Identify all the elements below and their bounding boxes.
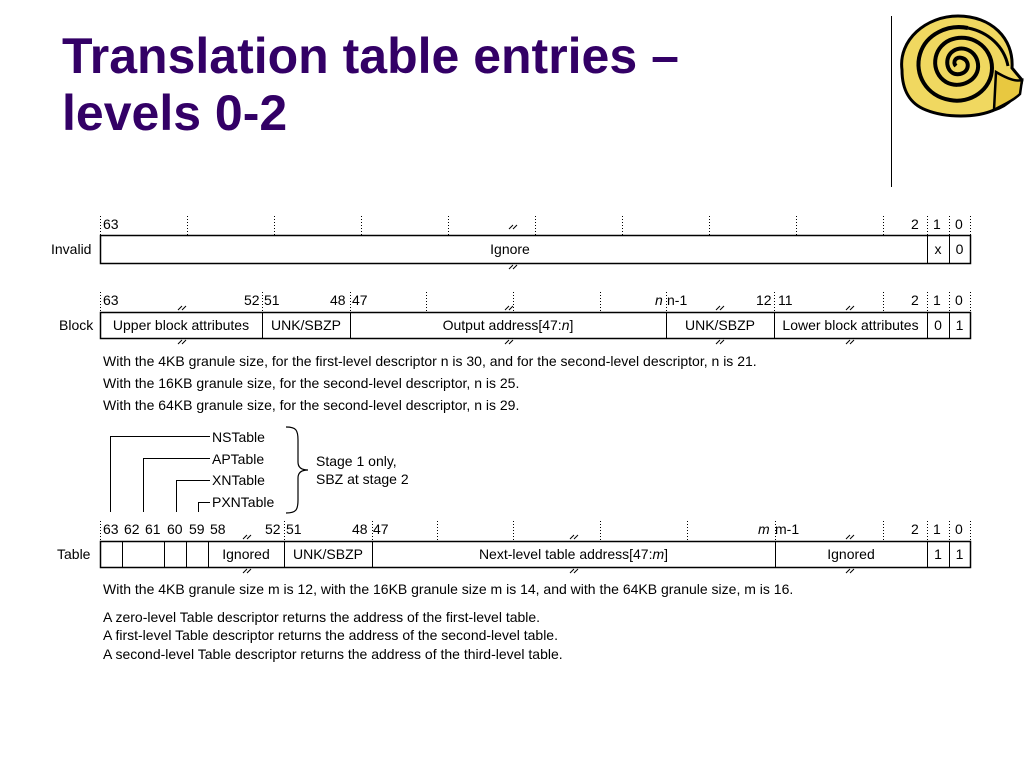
break-marks	[178, 225, 854, 573]
block-field-unk-sbzp-2: UNK/SBZP	[684, 317, 755, 333]
table-bit-m: m	[758, 521, 770, 537]
table-field-next-level-address: Next-level table address[47:m]	[478, 546, 669, 562]
block-register-box	[101, 313, 971, 339]
invalid-field-x: x	[934, 241, 942, 257]
xntable-label: XNTable	[212, 472, 265, 488]
block-field-lower-attributes: Lower block attributes	[782, 317, 919, 333]
table-bit-63: 63	[103, 521, 119, 537]
xntable-leader	[177, 481, 211, 513]
pxntable-leader	[199, 503, 211, 513]
table-bit-1: 1	[933, 521, 941, 537]
stage-brace	[286, 427, 308, 513]
block-bit-n: n	[655, 292, 663, 308]
block-bit-12: 12	[756, 292, 772, 308]
block-bit-52: 52	[244, 292, 260, 308]
table-bit-m-minus-1: m-1	[775, 521, 800, 537]
block-bit-0: 0	[955, 292, 963, 308]
block-field-bit0: 1	[955, 317, 964, 333]
block-bit-2: 2	[911, 292, 919, 308]
aptable-label: APTable	[212, 451, 265, 467]
stage-note-line-2: SBZ at stage 2	[316, 471, 409, 487]
title-line-1: Translation table entries –	[62, 28, 679, 84]
invalid-field-0: 0	[955, 241, 964, 257]
block-bit-1: 1	[933, 292, 941, 308]
pxntable-label: PXNTable	[212, 494, 275, 510]
table-field-bit1: 1	[934, 546, 942, 562]
block-bit-51: 51	[264, 292, 280, 308]
table-note-second-level: A second-level Table descriptor returns the address of the third-level table.	[103, 646, 563, 662]
table-register-box	[101, 542, 971, 568]
block-row-label: Block	[59, 317, 94, 333]
block-field-output-address: Output address[47:n]	[442, 317, 574, 333]
block-field-unk-sbzp-1: UNK/SBZP	[270, 317, 341, 333]
table-field-bit0: 1	[955, 546, 964, 562]
table-bit-59: 59	[189, 521, 205, 537]
nstable-leader	[111, 437, 211, 513]
bit-markers	[101, 216, 971, 541]
table-bit-60: 60	[167, 521, 183, 537]
invalid-bit-0: 0	[955, 216, 963, 232]
block-bit-11: 11	[778, 292, 793, 308]
block-bit-63: 63	[103, 292, 119, 308]
table-bit-47: 47	[373, 521, 389, 537]
table-note-zero-level: A zero-level Table descriptor returns the address of the first-level table.	[103, 609, 541, 625]
table-field-ignored-lower: Ignored	[827, 546, 875, 562]
table-bit-2: 2	[911, 521, 919, 537]
table-bit-62: 62	[124, 521, 140, 537]
block-field-bit1: 0	[934, 317, 942, 333]
nstable-label: NSTable	[212, 429, 265, 445]
block-bit-47: 47	[352, 292, 368, 308]
table-field-ignored-upper: Ignored	[222, 546, 270, 562]
stage-note-line-1: Stage 1 only,	[316, 453, 397, 469]
title-line-2: levels 0-2	[62, 85, 288, 141]
invalid-bit-2: 2	[911, 216, 919, 232]
invalid-bit-63: 63	[103, 216, 119, 232]
table-bit-51: 51	[286, 521, 302, 537]
invalid-field-ignore: Ignore	[490, 241, 530, 257]
invalid-bit-1: 1	[933, 216, 941, 232]
table-note-granule-m: With the 4KB granule size m is 12, with the 16KB granule size m is 14, and with the 64KB granule size, m is 16.	[103, 581, 794, 597]
block-note-64kb: With the 64KB granule size, for the second-level descriptor, n is 29.	[103, 397, 520, 413]
table-bit-48: 48	[352, 521, 368, 537]
table-bit-52: 52	[265, 521, 281, 537]
table-note-first-level: A first-level Table descriptor returns the address of the second-level table.	[103, 627, 558, 643]
table-field-unk-sbzp: UNK/SBZP	[292, 546, 363, 562]
block-field-upper-attributes: Upper block attributes	[112, 317, 250, 333]
table-bit-0: 0	[955, 521, 963, 537]
invalid-row-label: Invalid	[51, 241, 92, 257]
table-bit-61: 61	[145, 521, 161, 537]
block-bit-48: 48	[330, 292, 346, 308]
block-bit-n-minus-1: n-1	[667, 292, 688, 308]
block-note-16kb: With the 16KB granule size, for the second-level descriptor, n is 25.	[103, 375, 520, 391]
table-bit-58: 58	[210, 521, 226, 537]
invalid-register-box	[101, 236, 971, 264]
table-row-label: Table	[57, 546, 91, 562]
block-note-4kb: With the 4KB granule size, for the first-level descriptor n is 30, and for the second-level descriptor, n is 21.	[103, 353, 757, 369]
